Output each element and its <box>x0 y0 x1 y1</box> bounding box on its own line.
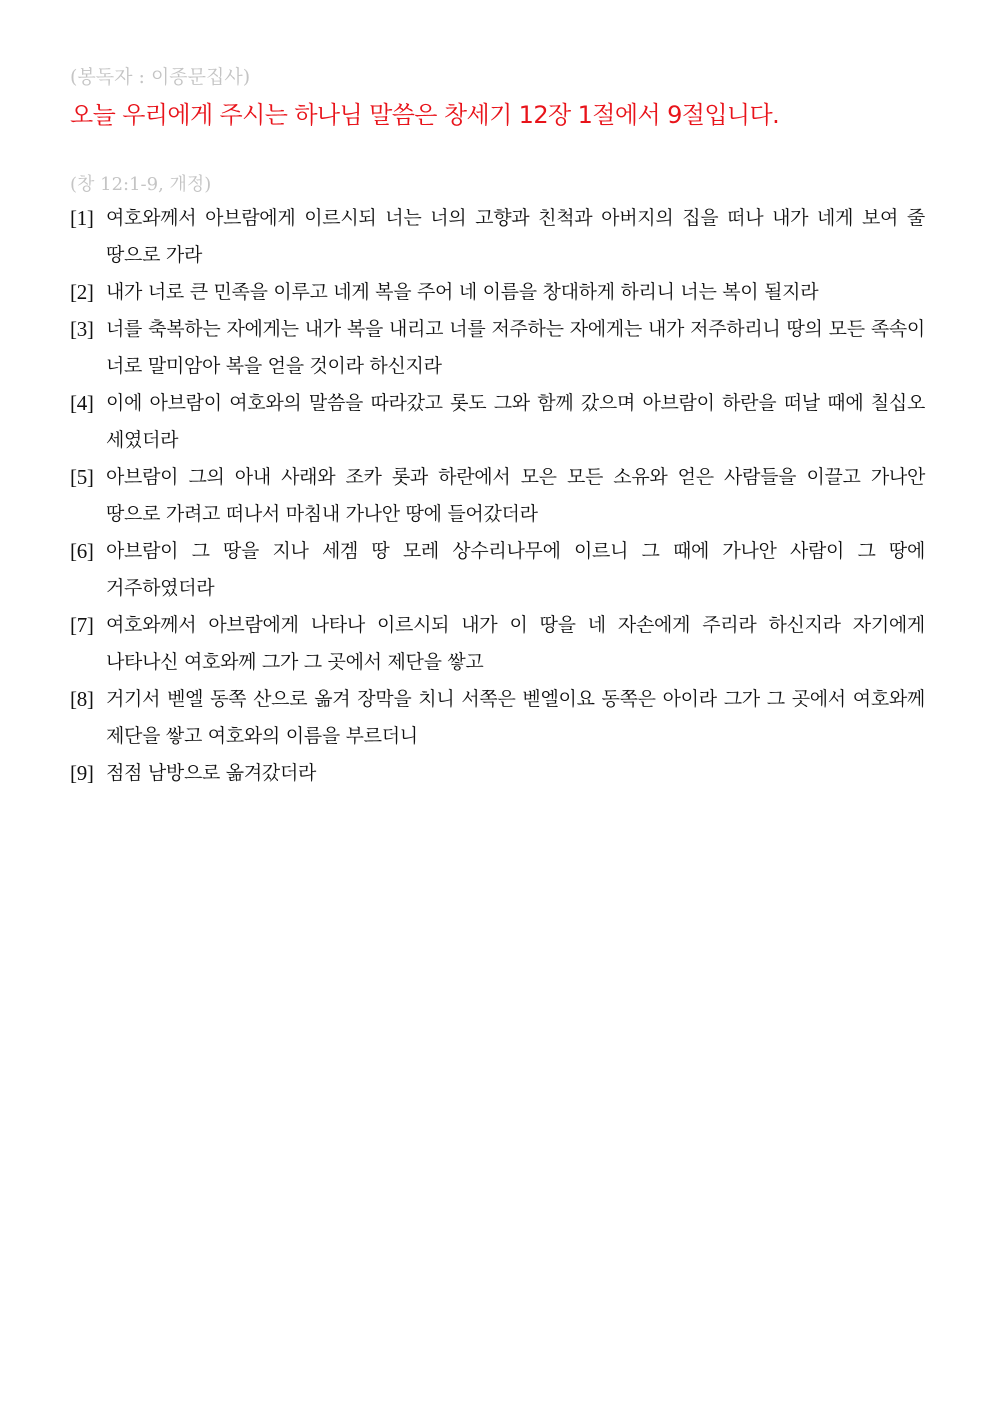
verse-text: 여호와께서 아브람에게 나타나 이르시되 내가 이 땅을 네 자손에게 주리라 하신지라 자기에게 나타나신 여호와께 그가 그 곳에서 제단을 쌓고 <box>106 614 925 673</box>
intro-line: 오늘 우리에게 주시는 하나님 말씀은 창세기 12장 1절에서 9절입니다. <box>70 101 780 129</box>
verse-text: 여호와께서 아브람에게 이르시되 너는 너의 고향과 친척과 아버지의 집을 떠나 내가 네게 보여 줄 땅으로 가라 <box>106 207 925 266</box>
verse-text: 너를 축복하는 자에게는 내가 복을 내리고 너를 저주하는 자에게는 내가 저주하리니 땅의 모든 족속이 너로 말미암아 복을 얻을 것이라 하신지라 <box>106 318 925 377</box>
verse-number: [9] <box>70 761 94 785</box>
verse-item <box>70 385 925 459</box>
verse-text: 거기서 벧엘 동쪽 산으로 옮겨 장막을 치니 서쪽은 벧엘이요 동쪽은 아이라 그가 그 곳에서 여호와께 제단을 쌓고 여호와의 이름을 부르더니 <box>106 688 925 747</box>
document-page <box>70 62 925 792</box>
verse-number: [7] <box>70 613 94 637</box>
verse-number: [6] <box>70 539 94 563</box>
verse-item <box>70 311 925 385</box>
verse-item <box>70 274 925 311</box>
verse-text: 아브람이 그 땅을 지나 세겜 땅 모레 상수리나무에 이르니 그 때에 가나안 사람이 그 땅에 거주하였더라 <box>106 540 925 599</box>
verse-item <box>70 755 925 792</box>
verse-item <box>70 200 925 274</box>
verse-number: [4] <box>70 391 94 415</box>
verse-item <box>70 681 925 755</box>
verse-number: [3] <box>70 317 94 341</box>
verse-item <box>70 607 925 681</box>
verse-number: [1] <box>70 206 94 230</box>
verse-number: [8] <box>70 687 94 711</box>
verse-list <box>70 200 925 792</box>
reader-line: (봉독자 : 이종문집사) <box>70 66 251 88</box>
verse-item <box>70 533 925 607</box>
verse-number: [2] <box>70 280 94 304</box>
verse-text: 점점 남방으로 옮겨갔더라 <box>106 762 317 784</box>
scripture-reference: (창 12:1-9, 개정) <box>70 174 212 195</box>
verse-text: 이에 아브람이 여호와의 말씀을 따라갔고 롯도 그와 함께 갔으며 아브람이 하란을 떠날 때에 칠십오 세였더라 <box>106 392 925 451</box>
verse-number: [5] <box>70 465 94 489</box>
verse-text: 아브람이 그의 아내 사래와 조카 롯과 하란에서 모은 모든 소유와 얻은 사람들을 이끌고 가나안 땅으로 가려고 떠나서 마침내 가나안 땅에 들어갔더라 <box>106 466 925 525</box>
verse-item <box>70 459 925 533</box>
verse-text: 내가 너로 큰 민족을 이루고 네게 복을 주어 네 이름을 창대하게 하리니 너는 복이 될지라 <box>106 281 819 303</box>
